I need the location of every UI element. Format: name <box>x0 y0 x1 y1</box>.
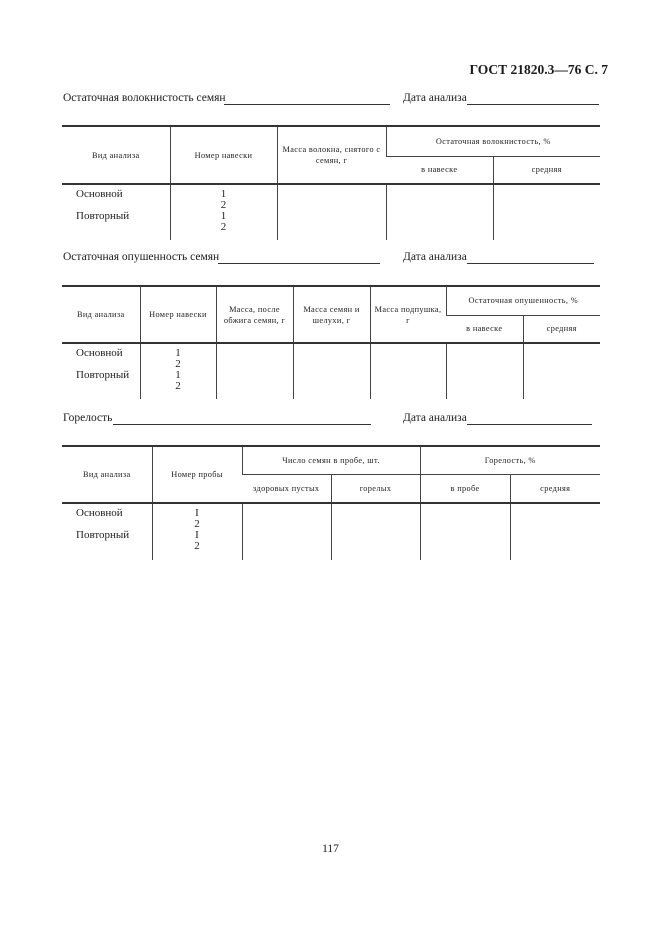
burnt-seeds-blank[interactable] <box>113 424 371 425</box>
sample-number: 2 <box>220 199 227 211</box>
analysis-type-repeat: Повторный <box>76 529 130 541</box>
col-mass-fuzz: Масса подпушка, г <box>370 286 446 343</box>
residual-fuzz-label: Остаточная опушенность семян <box>63 251 220 263</box>
col-group-residual-fuzz: Остаточная опушенность, % <box>446 286 600 315</box>
analysis-type-repeat: Повторный <box>76 369 130 381</box>
probe-number: 2 <box>194 540 200 552</box>
sample-number: 1 <box>175 369 181 381</box>
col-in-sample: в навеске <box>386 156 493 184</box>
sample-number: 1 <box>220 188 227 200</box>
col-average: средняя <box>523 315 600 343</box>
analysis-date-blank[interactable] <box>467 424 592 425</box>
col-average: средняя <box>493 156 600 184</box>
average-cell[interactable] <box>510 503 600 560</box>
probe-numbers-cell <box>152 503 242 560</box>
col-healthy-empty: здоровых пустых <box>242 474 331 503</box>
col-sample-number: Номер навески <box>170 126 277 184</box>
residual-fiber-label: Остаточная волокнистость семян <box>63 92 226 104</box>
col-analysis-type: Вид анализа <box>62 286 140 343</box>
in-probe-cell[interactable] <box>420 503 510 560</box>
analysis-type-main: Основной <box>76 507 123 519</box>
col-in-probe: в пробе <box>420 474 510 503</box>
fiber-mass-cell[interactable] <box>277 184 386 240</box>
in-sample-cell[interactable] <box>386 184 493 240</box>
sample-number: 2 <box>175 358 181 370</box>
mass-fuzz-cell[interactable] <box>370 343 446 399</box>
analysis-date-blank[interactable] <box>467 104 599 105</box>
analysis-date-label: Дата анализа <box>403 251 467 263</box>
sample-number: 1 <box>220 210 227 222</box>
sample-numbers-cell <box>170 184 277 240</box>
burnt-seeds-table <box>62 445 600 560</box>
sample-number: 2 <box>220 221 227 233</box>
residual-fuzz-blank[interactable] <box>218 263 380 264</box>
page-number: 117 <box>322 843 339 855</box>
analysis-types-cell <box>62 343 140 399</box>
average-cell[interactable] <box>523 343 600 399</box>
average-cell[interactable] <box>493 184 600 240</box>
residual-fiber-table <box>62 125 600 240</box>
sample-number: 2 <box>175 380 181 392</box>
analysis-type-repeat: Повторный <box>76 210 130 222</box>
burnt-seeds-label: Горелость <box>63 412 113 424</box>
in-sample-cell[interactable] <box>446 343 523 399</box>
probe-number: I <box>195 507 199 519</box>
col-mass-seeds-husk: Масса семян и шелухи, г <box>293 286 370 343</box>
analysis-type-main: Основной <box>76 347 123 359</box>
analysis-date-label: Дата анализа <box>403 412 467 424</box>
sample-number: 1 <box>175 347 181 359</box>
analysis-date-blank[interactable] <box>467 263 594 264</box>
mass-seeds-husk-cell[interactable] <box>293 343 370 399</box>
col-burnt: горелых <box>331 474 420 503</box>
col-average: средняя <box>510 474 600 503</box>
col-analysis-type: Вид анализа <box>62 126 170 184</box>
mass-after-burning-cell[interactable] <box>216 343 293 399</box>
healthy-empty-cell[interactable] <box>242 503 331 560</box>
residual-fiber-blank[interactable] <box>224 104 390 105</box>
col-sample-number: Номер навески <box>140 286 216 343</box>
analysis-date-label: Дата анализа <box>403 92 467 104</box>
analysis-type-main: Основной <box>76 188 123 200</box>
analysis-types-cell <box>62 184 170 240</box>
col-probe-number: Номер пробы <box>152 446 242 503</box>
col-in-sample: в навеске <box>446 315 523 343</box>
col-group-burnt-percent: Горелость, % <box>420 446 600 474</box>
probe-number: I <box>195 529 199 541</box>
probe-number: 2 <box>194 518 200 530</box>
col-mass-after-burning: Масса, после обжига семян, г <box>216 286 293 343</box>
col-group-residual-fiber: Остаточная волокнистость, % <box>386 126 600 156</box>
sample-numbers-cell <box>140 343 216 399</box>
col-fiber-mass: Масса волокна, снятого с семян, г <box>277 126 386 184</box>
document-code: ГОСТ 21820.3—76 С. 7 <box>469 62 608 77</box>
col-analysis-type: Вид анализа <box>62 446 152 503</box>
analysis-types-cell <box>62 503 152 560</box>
burnt-cell[interactable] <box>331 503 420 560</box>
col-group-seed-count: Число семян в пробе, шт. <box>242 446 420 474</box>
residual-fuzz-table <box>62 285 600 399</box>
